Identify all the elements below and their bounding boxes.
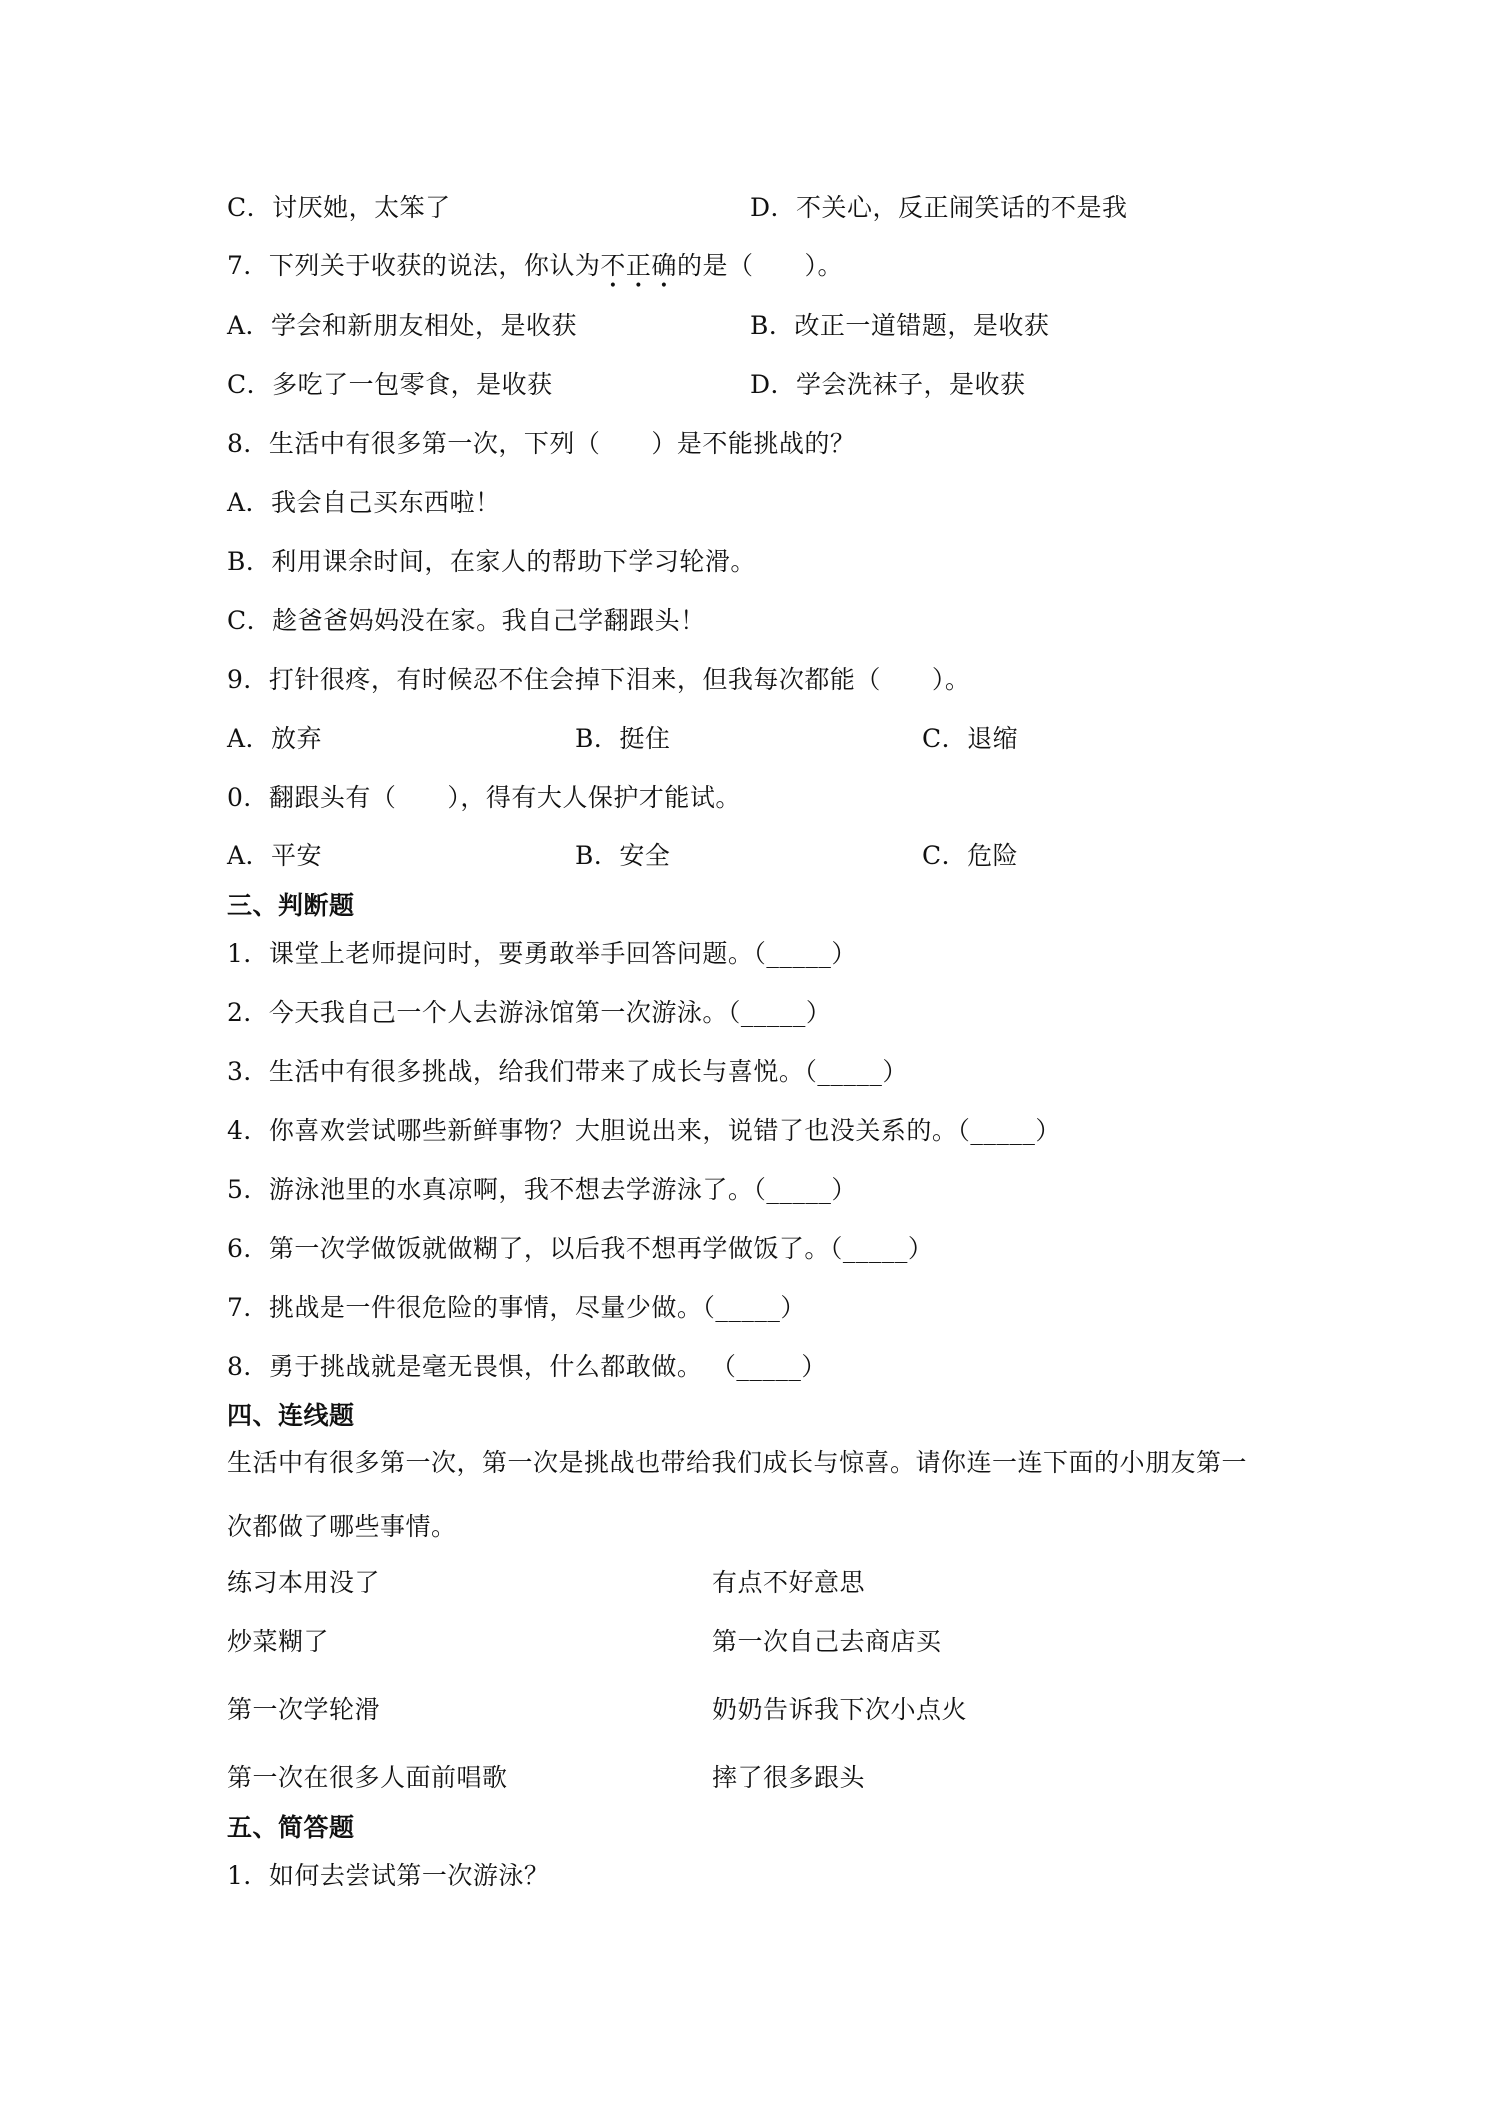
q8-option-a: A．我会自己买东西啦！	[227, 488, 501, 517]
match-left-2: 炒菜糊了	[227, 1627, 330, 1656]
section5-title: 五、简答题	[227, 1813, 355, 1842]
tf-item-4: 4．你喜欢尝试哪些新鲜事物？大胆说出来，说错了也没关系的。（_____）	[227, 1116, 1061, 1145]
emphasis-dots: • • •	[608, 278, 669, 294]
section4-title: 四、连线题	[227, 1401, 355, 1430]
q7-option-d: D．学会洗袜子，是收获	[750, 370, 1026, 399]
match-left-3: 第一次学轮滑	[227, 1695, 381, 1724]
q10-option-b: B．安全	[575, 841, 671, 870]
q8-option-c: C．趁爸爸妈妈没在家。我自己学翻跟头！	[227, 606, 706, 635]
tf-item-8: 8．勇于挑战就是毫无畏惧，什么都敢做。 （_____）	[227, 1352, 827, 1381]
match-right-2: 第一次自己去商店买	[712, 1627, 942, 1656]
match-right-1: 有点不好意思	[712, 1568, 866, 1597]
tf-item-7: 7．挑战是一件很危险的事情，尽量少做。（_____）	[227, 1293, 806, 1322]
q8-option-b: B．利用课余时间，在家人的帮助下学习轮滑。	[227, 547, 756, 576]
q7-emphasis-text: 不正确	[600, 251, 677, 280]
q8-stem: 8．生活中有很多第一次，下列（ ）是不能挑战的？	[227, 429, 856, 458]
short-answer-1: 1．如何去尝试第一次游泳？	[227, 1861, 550, 1890]
q7-stem	[227, 251, 843, 294]
q10-option-c: C．危险	[922, 841, 1019, 870]
q9-stem: 9．打针很疼，有时候忍不住会掉下泪来，但我每次都能（ ）。	[227, 665, 971, 694]
q10-option-a: A．平安	[227, 841, 323, 870]
tf-item-1: 1．课堂上老师提问时，要勇敢举手回答问题。（_____）	[227, 939, 857, 968]
tf-item-6: 6．第一次学做饭就做糊了，以后我不想再学做饭了。（_____）	[227, 1234, 934, 1263]
q9-option-a: A．放弃	[227, 724, 323, 753]
match-right-4: 摔了很多跟头	[712, 1763, 866, 1792]
match-left-1: 练习本用没了	[227, 1568, 381, 1597]
section4-intro-line1: 生活中有很多第一次，第一次是挑战也带给我们成长与惊喜。请你连一连下面的小朋友第一	[227, 1448, 1248, 1477]
q7-stem-after: 的是（ ）。	[676, 251, 843, 280]
section4-intro-line2: 次都做了哪些事情。	[227, 1512, 457, 1541]
match-right-3: 奶奶告诉我下次小点火	[712, 1695, 968, 1724]
q10-stem: 0．翻跟头有（ ），得有大人保护才能试。	[227, 783, 741, 812]
q7-option-a: A．学会和新朋友相处，是收获	[227, 311, 578, 340]
q7-option-c: C．多吃了一包零食，是收获	[227, 370, 553, 399]
q9-option-b: B．挺住	[575, 724, 671, 753]
q6-option-d: D．不关心，反正闹笑话的不是我	[750, 193, 1128, 222]
tf-item-2: 2．今天我自己一个人去游泳馆第一次游泳。（_____）	[227, 998, 832, 1027]
tf-item-5: 5．游泳池里的水真凉啊，我不想去学游泳了。（_____）	[227, 1175, 857, 1204]
q9-option-c: C．退缩	[922, 724, 1019, 753]
q6-option-c: C．讨厌她，太笨了	[227, 193, 451, 222]
q7-option-b: B．改正一道错题，是收获	[750, 311, 1050, 340]
q7-stem-before: 7．下列关于收获的说法，你认为	[227, 251, 601, 280]
q7-stem-emphasis	[600, 251, 677, 294]
match-left-4: 第一次在很多人面前唱歌	[227, 1763, 508, 1792]
section3-title: 三、判断题	[227, 891, 355, 920]
tf-item-3: 3．生活中有很多挑战，给我们带来了成长与喜悦。（_____）	[227, 1057, 908, 1086]
